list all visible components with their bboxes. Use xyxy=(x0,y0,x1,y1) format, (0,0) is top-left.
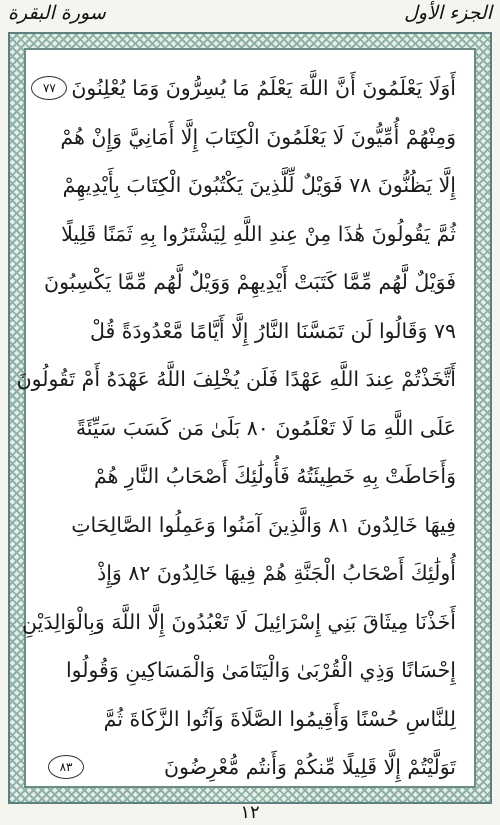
surah-name: سورة البقرة xyxy=(8,2,106,24)
text-line xyxy=(44,452,456,501)
line-text: أُولَٰئِكَ أَصْحَابُ الْجَنَّةِ هُمْ فِيهَا خَالِدُونَ ٨٢ وَإِذْ xyxy=(97,561,456,586)
line-text: ثُمَّ يَقُولُونَ هَٰذَا مِنْ عِندِ اللَّهِ لِيَشْتَرُوا بِهِ ثَمَنًا قَلِيلًا xyxy=(61,221,456,246)
ayah-number-marker: ٨٣ xyxy=(48,755,84,779)
text-panel xyxy=(16,48,476,788)
line-text: فِيهَا خَالِدُونَ ٨١ وَالَّذِينَ آمَنُوا وَعَمِلُوا الصَّالِحَاتِ xyxy=(71,512,456,537)
line-text: تَوَلَّيْتُمْ إِلَّا قَلِيلًا مِّنكُمْ وَأَنتُم مُّعْرِضُونَ xyxy=(163,755,456,780)
page-number: ١٢ xyxy=(240,802,260,823)
text-line xyxy=(44,549,456,598)
line-text: ٧٩ وَقَالُوا لَن تَمَسَّنَا النَّارُ إِلَّا أَيَّامًا مَّعْدُودَةً قُلْ xyxy=(89,318,456,343)
text-line xyxy=(44,501,456,550)
text-line xyxy=(44,210,456,259)
page-header xyxy=(0,0,500,32)
juz-name: الجزء الأول xyxy=(404,2,492,24)
text-line xyxy=(44,258,456,307)
line-text: وَمِنْهُمْ أُمِّيُّونَ لَا يَعْلَمُونَ الْكِتَابَ إِلَّا أَمَانِيَّ وَإِنْ هُمْ xyxy=(60,124,456,149)
ayah-number-marker: ٧٧ xyxy=(31,76,67,100)
text-line xyxy=(44,113,456,162)
text-line xyxy=(44,646,456,695)
text-line xyxy=(22,598,456,647)
line-text: فَوَيْلٌ لَّهُم مِّمَّا كَتَبَتْ أَيْدِيهِمْ وَوَيْلٌ لَّهُم مِّمَّا يَكْسِبُونَ xyxy=(44,270,456,295)
line-text: عَلَى اللَّهِ مَا لَا تَعْلَمُونَ ٨٠ بَلَىٰ مَن كَسَبَ سَيِّئَةً xyxy=(75,415,456,440)
line-text: إِحْسَانًا وَذِي الْقُرْبَىٰ وَالْيَتَامَىٰ وَالْمَسَاكِينِ وَقُولُوا xyxy=(65,658,456,683)
line-text: أَخَذْنَا مِيثَاقَ بَنِي إِسْرَائِيلَ لَا تَعْبُدُونَ إِلَّا اللَّهَ وَبِالْوَالِدَيْنِ xyxy=(22,609,456,634)
line-text: أَوَلَا يَعْلَمُونَ أَنَّ اللَّهَ يَعْلَمُ مَا يُسِرُّونَ وَمَا يُعْلِنُونَ xyxy=(71,76,456,101)
text-line xyxy=(44,695,456,744)
text-line xyxy=(16,355,456,404)
text-line xyxy=(44,404,456,453)
text-line xyxy=(44,743,456,792)
ornamental-frame xyxy=(8,32,492,804)
verse-lines xyxy=(16,64,456,780)
text-line xyxy=(44,161,456,210)
line-text: إِلَّا يَظُنُّونَ ٧٨ فَوَيْلٌ لِّلَّذِينَ يَكْتُبُونَ الْكِتَابَ بِأَيْدِيهِمْ xyxy=(62,173,456,198)
line-text: وَأَحَاطَتْ بِهِ خَطِيئَتُهُ فَأُولَٰئِكَ أَصْحَابُ النَّارِ هُمْ xyxy=(93,464,456,489)
line-text: أَتَّخَذْتُمْ عِندَ اللَّهِ عَهْدًا فَلَن يُخْلِفَ اللَّهُ عَهْدَهُ أَمْ تَقُولُونَ xyxy=(16,367,456,392)
line-text: لِلنَّاسِ حُسْنًا وَأَقِيمُوا الصَّلَاةَ وَآتُوا الزَّكَاةَ ثُمَّ xyxy=(103,706,456,731)
text-line xyxy=(44,64,456,113)
text-line xyxy=(44,307,456,356)
